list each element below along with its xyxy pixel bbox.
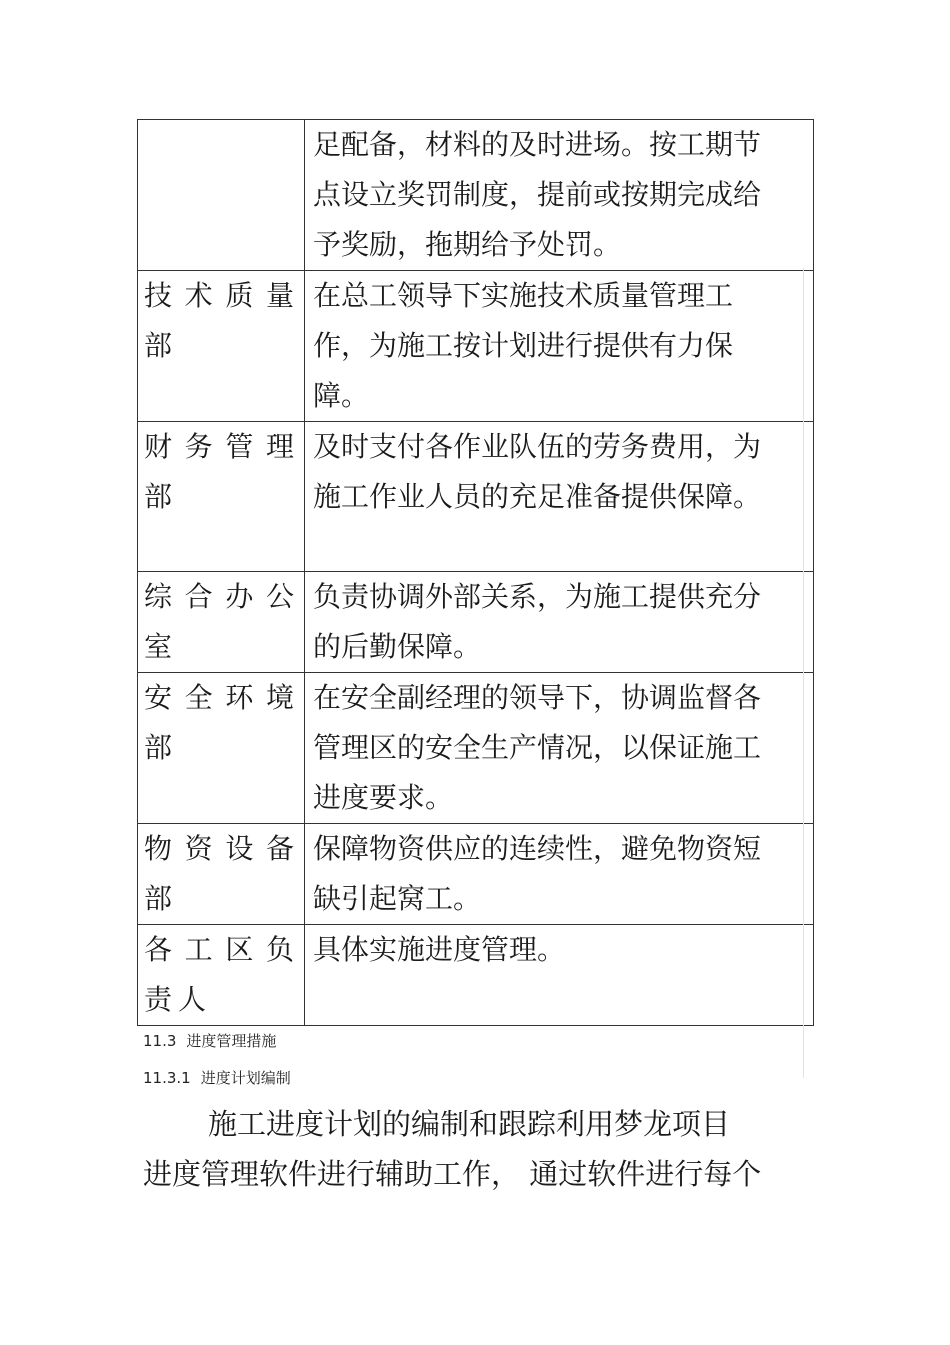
table-row [138,422,814,572]
section-number: 11.3 [143,1032,177,1050]
paragraph-line: 进度管理软件进行辅助工作， 通过软件进行每个 [143,1157,762,1191]
table-row [138,673,814,824]
department-cell: 物资设备部 [138,824,305,925]
duty-cell: 在安全副经理的领导下，协调监督各管理区的安全生产情况，以保证施工进度要求。 [305,673,814,824]
department-cell: 财务管理部 [138,422,305,572]
duty-cell: 负责协调外部关系，为施工提供充分的后勤保障。 [305,572,814,673]
duty-cell: 保障物资供应的连续性，避免物资短缺引起窝工。 [305,824,814,925]
subsection-title: 进度计划编制 [200,1069,291,1087]
paragraph-line: 施工进度计划的编制和跟踪利用梦龙项目 [208,1107,731,1141]
duty-cell: 在总工领导下实施技术质量管理工作，为施工按计划进行提供有力保障。 [305,271,814,422]
duty-cell: 及时支付各作业队伍的劳务费用，为施工作业人员的充足准备提供保障。 [305,422,814,572]
table-row [138,925,814,1026]
table-row [138,824,814,925]
department-cell: 综合办公室 [138,572,305,673]
responsibility-table [137,119,814,1026]
subsection-number: 11.3.1 [143,1069,191,1087]
subsection-heading [143,1068,291,1088]
table-row [138,120,814,271]
section-heading [143,1031,276,1051]
department-cell: 安全环境部 [138,673,305,824]
department-cell [138,120,305,271]
duty-cell: 具体实施进度管理。 [305,925,814,1026]
table-row [138,271,814,422]
department-cell: 各工区负责人 [138,925,305,1026]
duty-cell: 足配备，材料的及时进场。按工期节点设立奖罚制度，提前或按期完成给予奖励，拖期给予处罚。 [305,120,814,271]
scan-artifact-line [803,268,804,1078]
section-title: 进度管理措施 [186,1032,277,1050]
department-cell: 技术质量部 [138,271,305,422]
table-row [138,572,814,673]
body-paragraph [143,1099,803,1199]
